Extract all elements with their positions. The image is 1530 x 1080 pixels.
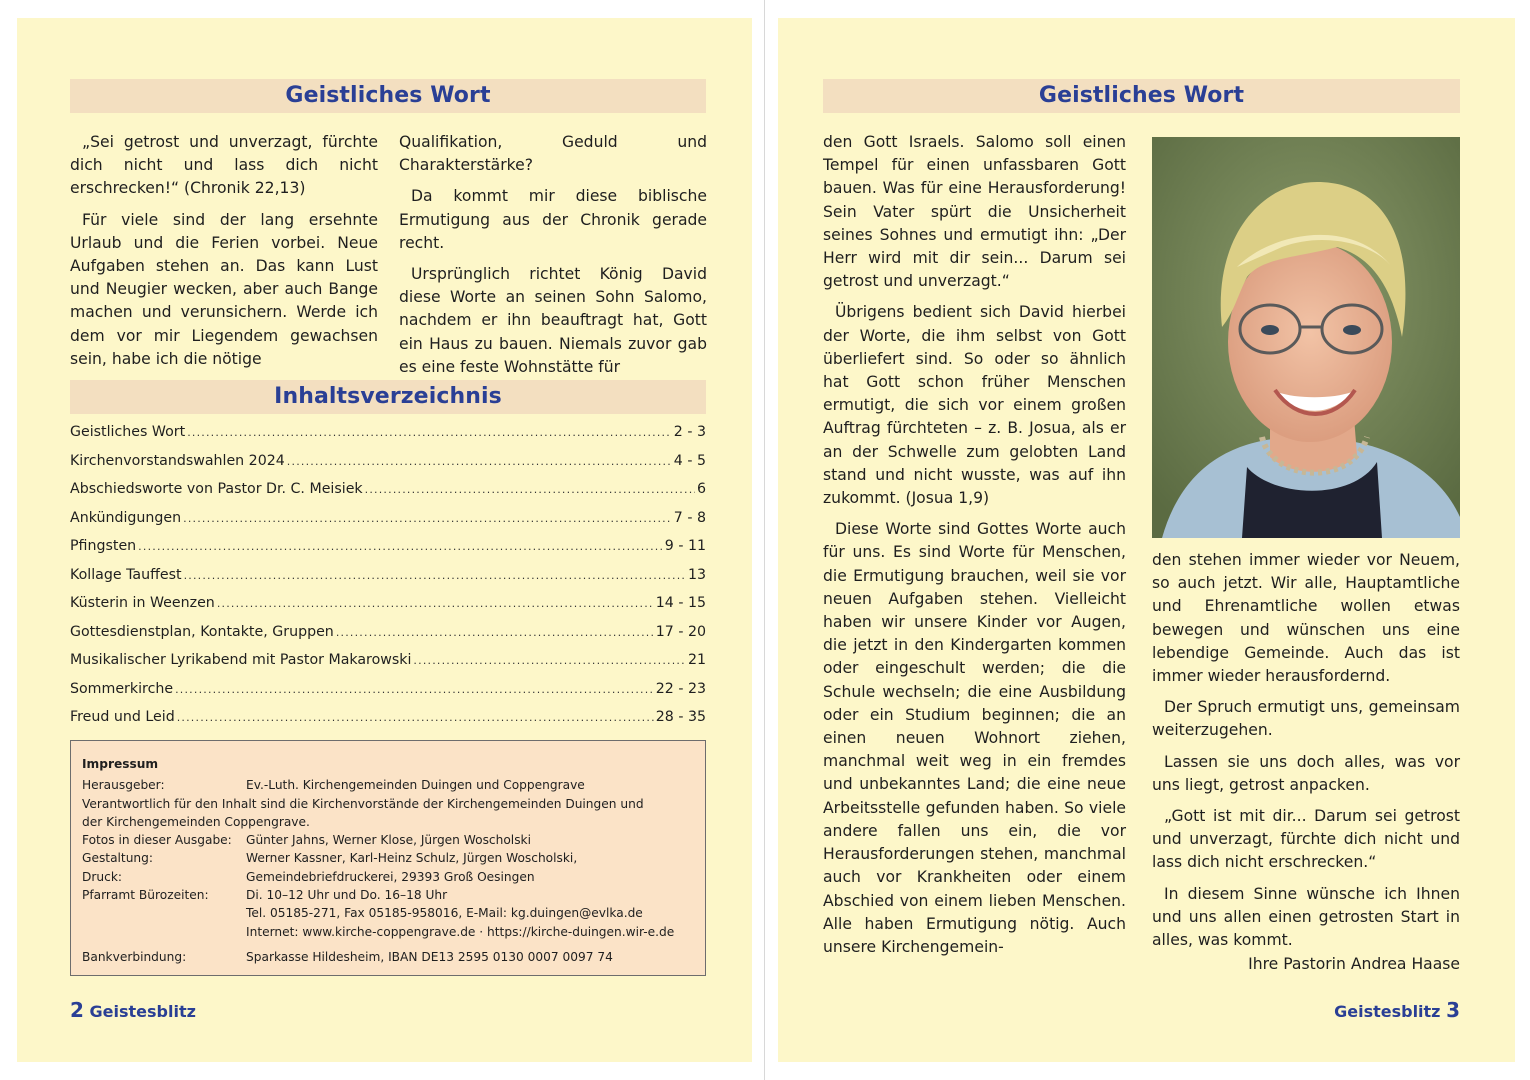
toc-entry	[70, 652, 706, 681]
toc-dot-leader	[217, 595, 654, 612]
section-title: Geistliches Wort	[285, 83, 491, 108]
toc-entry-title: Sommerkirche	[70, 680, 174, 697]
toc-entry-pages: 28 - 35	[655, 709, 706, 725]
paragraph: Für viele sind der lang ersehnte Urlaub und die Ferien vorbei. Neue Aufgaben stehen an. Das kann Lust und Neugier wecken, aber auch Bange machen und verunsichern. Werde ich dem vor mir Liegendem gewachsen sein, habe ich die nötige	[70, 210, 378, 368]
toc-dot-leader	[336, 624, 654, 641]
toc-entry-pages: 22 - 23	[655, 680, 706, 697]
toc-entry-pages: 4 - 5	[673, 452, 706, 469]
toc-dot-leader	[183, 510, 672, 527]
toc-entry-title: Küsterin in Weenzen	[70, 595, 215, 611]
page-divider	[764, 0, 765, 1080]
paragraph: Qualifikation, Geduld und Charakterstärke?	[399, 133, 707, 175]
impressum-value: Günter Jahns, Werner Klose, Jürgen Woscholski	[246, 833, 531, 848]
toc-entry-pages: 14 - 15	[655, 595, 706, 611]
toc-dot-leader	[177, 709, 654, 726]
toc-entry-pages: 21	[687, 652, 706, 668]
paragraph: „Gott ist mit dir... Darum sei getrost und unverzagt, fürchte dich nicht und lass dich nicht erschrecken.“	[1152, 807, 1460, 872]
footer-right	[1334, 998, 1460, 1022]
impressum-label: Druck:	[82, 869, 122, 884]
section-title: Geistliches Wort	[1038, 83, 1245, 108]
toc-entry	[70, 424, 706, 453]
toc-entry	[70, 709, 706, 738]
impressum-row	[82, 948, 695, 966]
toc-entry	[70, 453, 706, 482]
impressum-label: Fotos in dieser Ausgabe:	[82, 833, 232, 848]
footer-left	[70, 998, 196, 1022]
toc-entry-title: Freud und Leid	[70, 709, 175, 725]
impressum-row	[82, 849, 695, 867]
paragraph: Da kommt mir diese biblische Ermutigung aus der Chronik gerade recht.	[399, 187, 707, 252]
impressum-label: Bankverbindung:	[82, 949, 187, 964]
toc-entry-title: Pfingsten	[70, 538, 137, 554]
impressum-label: Gestaltung:	[82, 851, 153, 866]
impressum-row	[82, 868, 695, 886]
impressum-row	[82, 776, 695, 794]
toc-entry	[70, 624, 706, 653]
toc-entry	[70, 538, 706, 567]
impressum-contact: Tel. 05185-271, Fax 05185-958016, E-Mail: kg.duingen@evlka.de	[246, 906, 643, 921]
magazine-name: Geistesblitz	[1334, 1002, 1441, 1021]
toc-dot-leader	[138, 538, 663, 555]
toc-entry	[70, 681, 706, 710]
paragraph: In diesem Sinne wünsche ich Ihnen und uns allen einen getrosten Start in alles, was kommt.	[1152, 884, 1460, 950]
header-bar-right	[823, 79, 1460, 113]
toc-entry-title: Ankündigungen	[70, 509, 182, 526]
page-number: 2	[70, 998, 84, 1022]
paragraph: Ursprünglich richtet König David diese Worte an seinen Sohn Salomo, nachdem er ihn beauftragt hat, Gott ein Haus zu bauen. Niemals zuvor gab es eine feste Wohnstätte für	[399, 265, 707, 376]
impressum-row	[82, 831, 695, 849]
signature: Ihre Pastorin Andrea Haase	[1248, 955, 1460, 973]
impressum-internet: Internet: www.kirche-coppengrave.de · https://kirche-duingen.wir-e.de	[246, 924, 675, 939]
impressum-value: Werner Kassner, Karl-Heinz Schulz, Jürgen Woscholski,	[246, 851, 578, 866]
impressum-row	[82, 923, 695, 941]
toc-entry	[70, 481, 706, 510]
paragraph: den stehen immer wieder vor Neuem, so auch jetzt. Wir alle, Hauptamtliche und Ehrenamtliche wollen etwas bewegen und wünschen uns eine lebendige Gemeinde. Auch das ist immer wieder herausfordernd.	[1152, 551, 1460, 686]
portrait-image	[1152, 137, 1460, 538]
magazine-name: Geistesblitz	[89, 1002, 196, 1021]
toc-entry	[70, 510, 706, 539]
paragraph: Übrigens bedient sich David hierbei der Worte, die ihm selbst von Gott überliefert sind. So oder so ähnlich hat Gott schon früher Menschen ermutigt, die sich vor einem großen Auftrag fürchteten – z. B. Josua, als er an der Schwelle zum gelobten Land stand und nicht wusste, was auf ihn zukommt. (Josua 1,9)	[823, 303, 1126, 508]
toc-entry-title: Geistliches Wort	[70, 424, 186, 440]
toc-dot-leader	[184, 567, 686, 584]
toc-entry-pages: 2 - 3	[673, 424, 706, 440]
right-text-column-1	[823, 131, 1126, 967]
impressum-value: Sparkasse Hildesheim, IBAN DE13 2595 0130 0007 0097 74	[246, 949, 613, 964]
toc-entry	[70, 567, 706, 596]
impressum-box	[70, 740, 706, 976]
toc-entry-pages: 17 - 20	[655, 623, 706, 640]
toc-entry-title: Kirchenvorstandswahlen 2024	[70, 452, 285, 469]
paragraph: Diese Worte sind Gottes Worte auch für uns. Es sind Worte für Menschen, die Ermutigung brauchen, weil sie vor neuen Aufgaben stehen. Vielleicht haben wir unsere Kinder vor Augen, die jetzt in den Kindergarten kommen oder eingeschult werden; die die Schule wechseln; die eine Ausbildung oder ein Studium beginnen; die an einen neuen Wohnort ziehen, manchmal weit weg in ein fremdes und unbekanntes Land; die eine neue Arbeitsstelle gefunden haben. So viele andere fallen uns ein, die vor Herausforderungen stehen, manchmal auch vor Krankheiten oder einem Abschied von einem lieben Menschen. Alle haben Ermutigung nötig. Auch unsere Kirchengemein-	[823, 520, 1126, 956]
toc-entry-pages: 9 - 11	[664, 538, 706, 554]
impressum-value: Ev.-Luth. Kirchengemeinden Duingen und Coppengrave	[246, 778, 585, 793]
left-text-column-2	[399, 131, 707, 387]
toc-entry	[70, 595, 706, 624]
left-text-column-1	[70, 131, 378, 379]
paragraph: „Sei getrost und unverzagt, fürchte dich nicht und lass dich nicht erschrecken!“ (Chronik 22,13)	[70, 133, 378, 198]
toc-entry-title: Abschiedsworte von Pastor Dr. C. Meisiek	[70, 481, 363, 497]
toc-header-bar	[70, 380, 706, 414]
impressum-value: Gemeindebriefdruckerei, 29393 Groß Oesingen	[246, 869, 535, 884]
impressum-row	[82, 886, 695, 904]
impressum-label: Herausgeber:	[82, 778, 165, 793]
impressum-title: Impressum	[82, 757, 159, 771]
toc-dot-leader	[413, 652, 686, 669]
toc-entry-pages: 13	[687, 566, 706, 583]
toc-entry-pages: 6	[696, 481, 706, 497]
toc-dot-leader	[187, 424, 672, 441]
toc-dot-leader	[287, 453, 672, 470]
table-of-contents	[70, 424, 706, 738]
pastor-portrait-photo	[1152, 137, 1460, 538]
toc-entry-title: Musikalischer Lyrikabend mit Pastor Makarowski	[70, 652, 412, 668]
right-text-column-2	[1152, 549, 1460, 960]
page-number: 3	[1446, 998, 1460, 1022]
impressum-value: Di. 10–12 Uhr und Do. 16–18 Uhr	[246, 888, 448, 903]
toc-dot-leader	[365, 481, 695, 498]
impressum-label: Pfarramt Bürozeiten:	[82, 888, 209, 903]
toc-entry-title: Gottesdienstplan, Kontakte, Gruppen	[70, 623, 334, 640]
toc-title: Inhaltsverzeichnis	[274, 384, 502, 409]
toc-entry-title: Kollage Tauffest	[70, 566, 182, 583]
paragraph: Der Spruch ermutigt uns, gemeinsam weiterzugehen.	[1152, 698, 1460, 740]
impressum-responsibility: Verantwortlich für den Inhalt sind die Kirchenvorstände der Kirchengemeinden Duingen und der Kirchengemeinden Coppengrave.	[82, 796, 644, 829]
header-bar-left	[70, 79, 706, 113]
toc-entry-pages: 7 - 8	[673, 509, 706, 526]
impressum-row	[82, 904, 695, 922]
paragraph: den Gott Israels. Salomo soll einen Tempel für einen unfassbaren Gott bauen. Was für eine Herausforderung! Sein Vater spürt die Unsicherheit seines Sohnes und ermutigt ihn: „Der Herr wird mit dir sein... Darum sei getrost und unverzagt.“	[823, 133, 1126, 291]
toc-dot-leader	[175, 681, 654, 698]
paragraph: Lassen sie uns doch alles, was vor uns liegt, getrost anpacken.	[1152, 752, 1460, 794]
